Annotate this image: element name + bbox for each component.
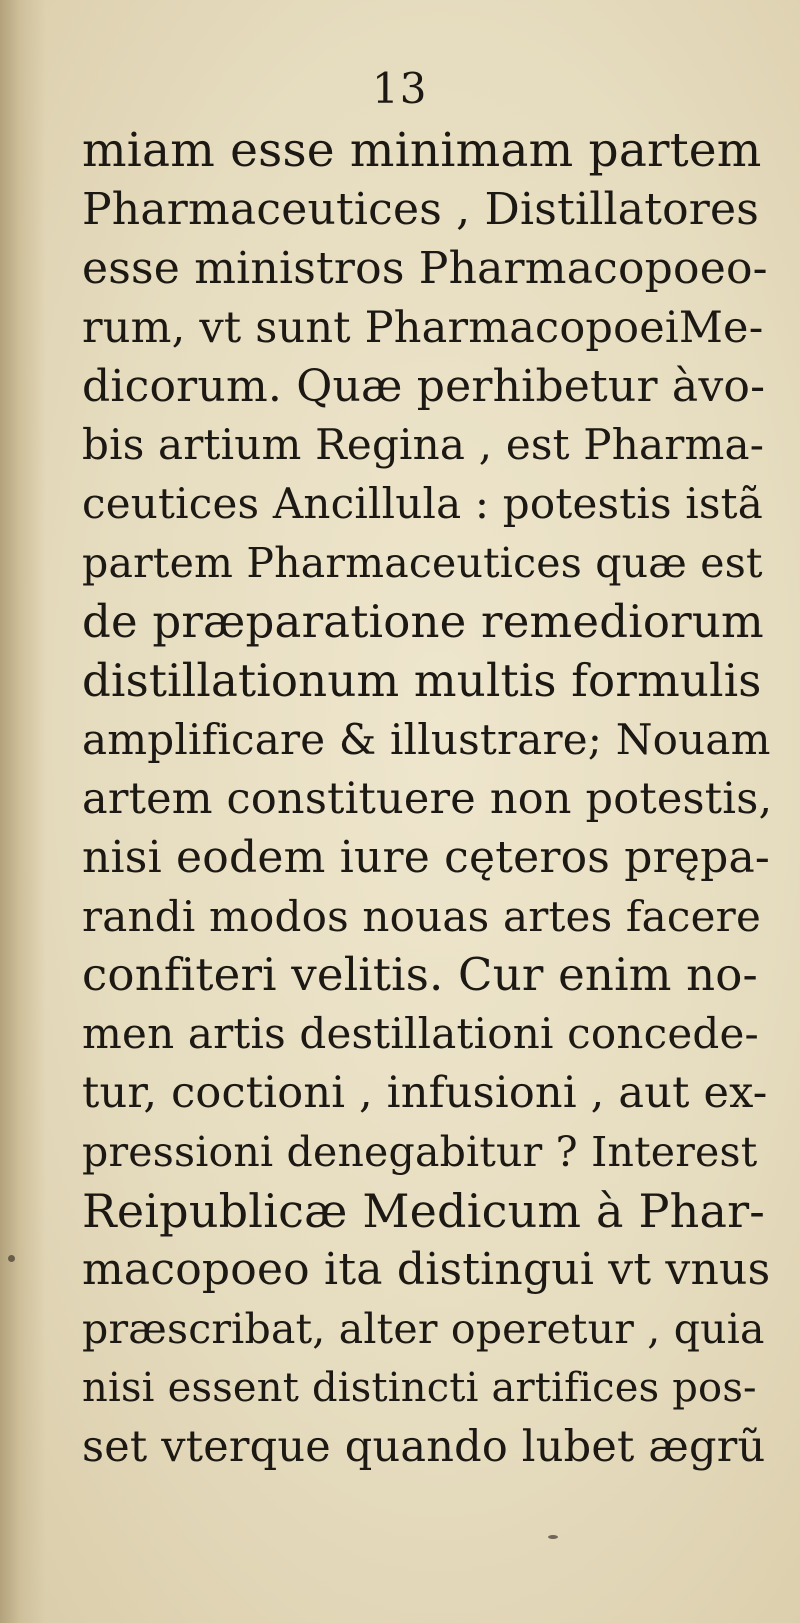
body-text bbox=[82, 122, 772, 1476]
text-line: miam esse minimam partem bbox=[82, 123, 762, 178]
text-line: amplificare & illustrare; Nouam bbox=[82, 714, 771, 764]
text-line: artem constituere non potestis, bbox=[82, 773, 773, 824]
text-line: Pharmaceutices , Distillatores bbox=[82, 183, 760, 235]
text-line: partem Pharmaceutices quæ est bbox=[82, 539, 763, 588]
text-line: rum, vt sunt PharmacopoeiMe- bbox=[82, 302, 764, 353]
text-line: de præparatione remediorum bbox=[82, 595, 764, 649]
text-line: pressioni denegabitur ? Interest bbox=[82, 1128, 758, 1177]
text-line: men artis destillationi concede- bbox=[82, 1009, 759, 1059]
text-line: esse ministros Pharmacopoeo- bbox=[82, 242, 768, 294]
text-line: nisi eodem iure cęteros prępa- bbox=[82, 831, 770, 883]
paper-speck bbox=[8, 1255, 15, 1262]
text-line: præscribat, alter operetur , quia bbox=[82, 1304, 765, 1353]
text-line: tur, coctioni , infusioni , aut ex- bbox=[82, 1068, 768, 1119]
text-line: randi modos nouas artes facere bbox=[82, 891, 762, 941]
text-line: confiteri velitis. Cur enim no- bbox=[82, 948, 758, 1002]
paper-speck bbox=[548, 1535, 558, 1539]
text-line: distillationum multis formulis bbox=[82, 654, 762, 708]
text-line: macopoeo ita distingui vt vnus bbox=[82, 1243, 771, 1295]
text-line: nisi essent distincti artifices pos- bbox=[82, 1364, 757, 1411]
text-line: dicorum. Quæ perhibetur àvo- bbox=[82, 360, 766, 412]
binding-gutter-shadow bbox=[0, 0, 46, 1623]
text-line: Reipublicæ Medicum à Phar- bbox=[82, 1184, 766, 1239]
text-line: bis artium Regina , est Pharma- bbox=[82, 420, 765, 470]
page-number: 13 bbox=[372, 64, 428, 113]
text-line: set vterque quando lubet ægrũ bbox=[82, 1421, 766, 1472]
text-line: ceutices Ancillula : potestis istã bbox=[82, 479, 763, 529]
